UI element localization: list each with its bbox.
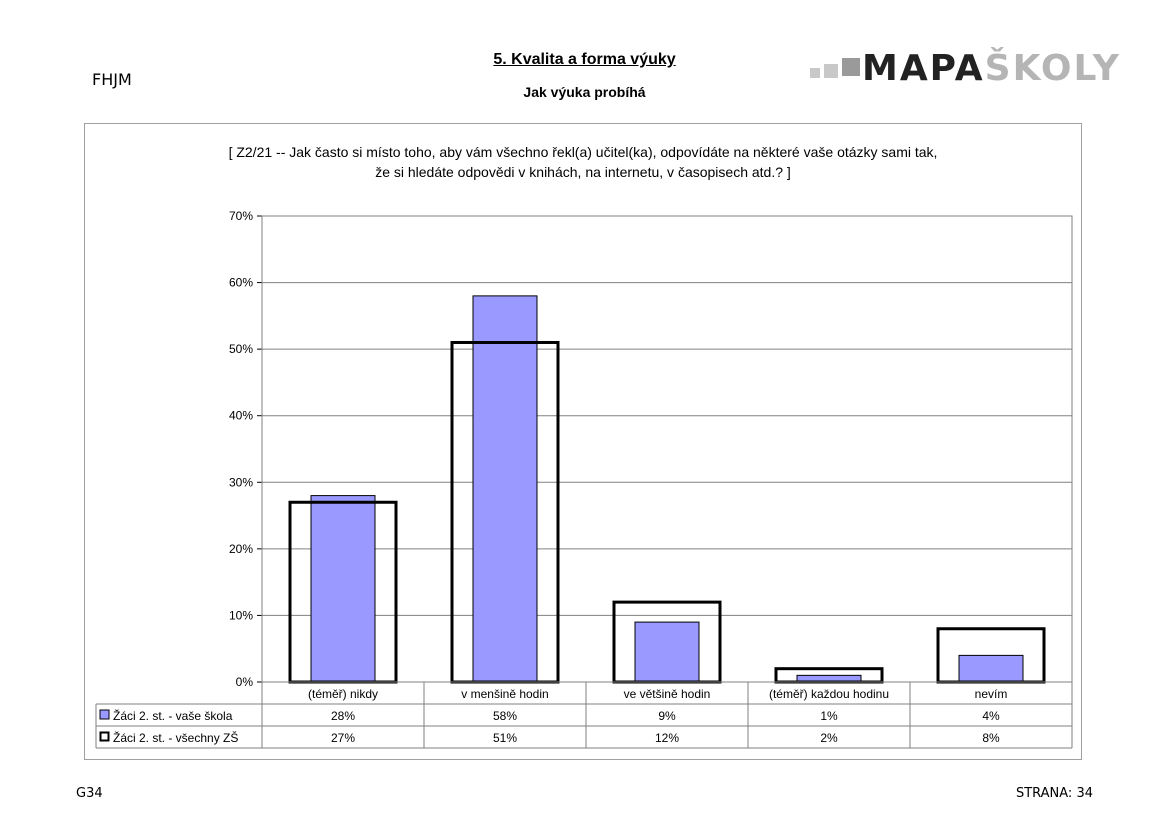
question-line-1: [ Z2/21 -- Jak často si místo toho, aby vám všechno řekl(a) učitel(ka), odpovídáte na některé vaše otázky sami tak,	[228, 144, 938, 160]
y-tick-label: 0%	[235, 675, 253, 689]
table-value: 8%	[982, 731, 1000, 745]
y-tick-label: 60%	[228, 275, 253, 290]
bar-vase-skola	[635, 622, 699, 682]
page-subtitle: Jak výuka probíhá	[523, 84, 646, 100]
bar-vase-skola	[959, 655, 1023, 682]
y-tick-label: 50%	[228, 342, 253, 357]
y-tick-label: 70%	[228, 209, 253, 223]
y-tick-label: 10%	[228, 608, 253, 623]
footer-code: G34	[76, 786, 103, 801]
table-value: 1%	[820, 709, 838, 723]
table-value: 51%	[492, 731, 518, 745]
bar-vase-skola	[311, 496, 375, 682]
page-number: STRANA: 34	[1015, 786, 1093, 801]
legend-label: Žáci 2. st. - vaše škola	[113, 709, 233, 723]
legend-swatch-vsechny-zs	[101, 733, 109, 741]
table-value: 12%	[654, 731, 680, 745]
page-title: 5. Kvalita a forma výuky	[493, 51, 676, 68]
y-tick-label: 30%	[228, 475, 253, 490]
bar-vase-skola	[473, 296, 537, 682]
legend-label: Žáci 2. st. - všechny ZŠ	[113, 731, 239, 745]
plot-area	[262, 216, 1072, 682]
y-tick-label: 20%	[228, 541, 253, 556]
category-label: ve většině hodin	[623, 687, 711, 701]
legend-swatch-vase-skola	[100, 710, 109, 719]
category-label: v menšině hodin	[461, 687, 549, 701]
table-value: 28%	[330, 709, 356, 723]
question-line-2: že si hledáte odpovědi v knihách, na internetu, v časopisech atd.? ]	[375, 164, 791, 180]
category-label: (téměř) každou hodinu	[768, 687, 890, 701]
table-value: 9%	[658, 709, 676, 723]
table-value: 4%	[982, 709, 1000, 723]
school-code: FHJM	[92, 70, 132, 89]
category-label: (téměř) nikdy	[307, 687, 379, 701]
y-tick-label: 40%	[228, 408, 253, 423]
logo-text-skoly: ŠKOLY	[984, 48, 1121, 89]
table-value: 2%	[820, 731, 838, 745]
table-value: 58%	[492, 709, 518, 723]
category-label: nevím	[974, 687, 1008, 701]
table-value: 27%	[330, 731, 356, 745]
logo-text-mapa: MAPA	[862, 48, 985, 89]
